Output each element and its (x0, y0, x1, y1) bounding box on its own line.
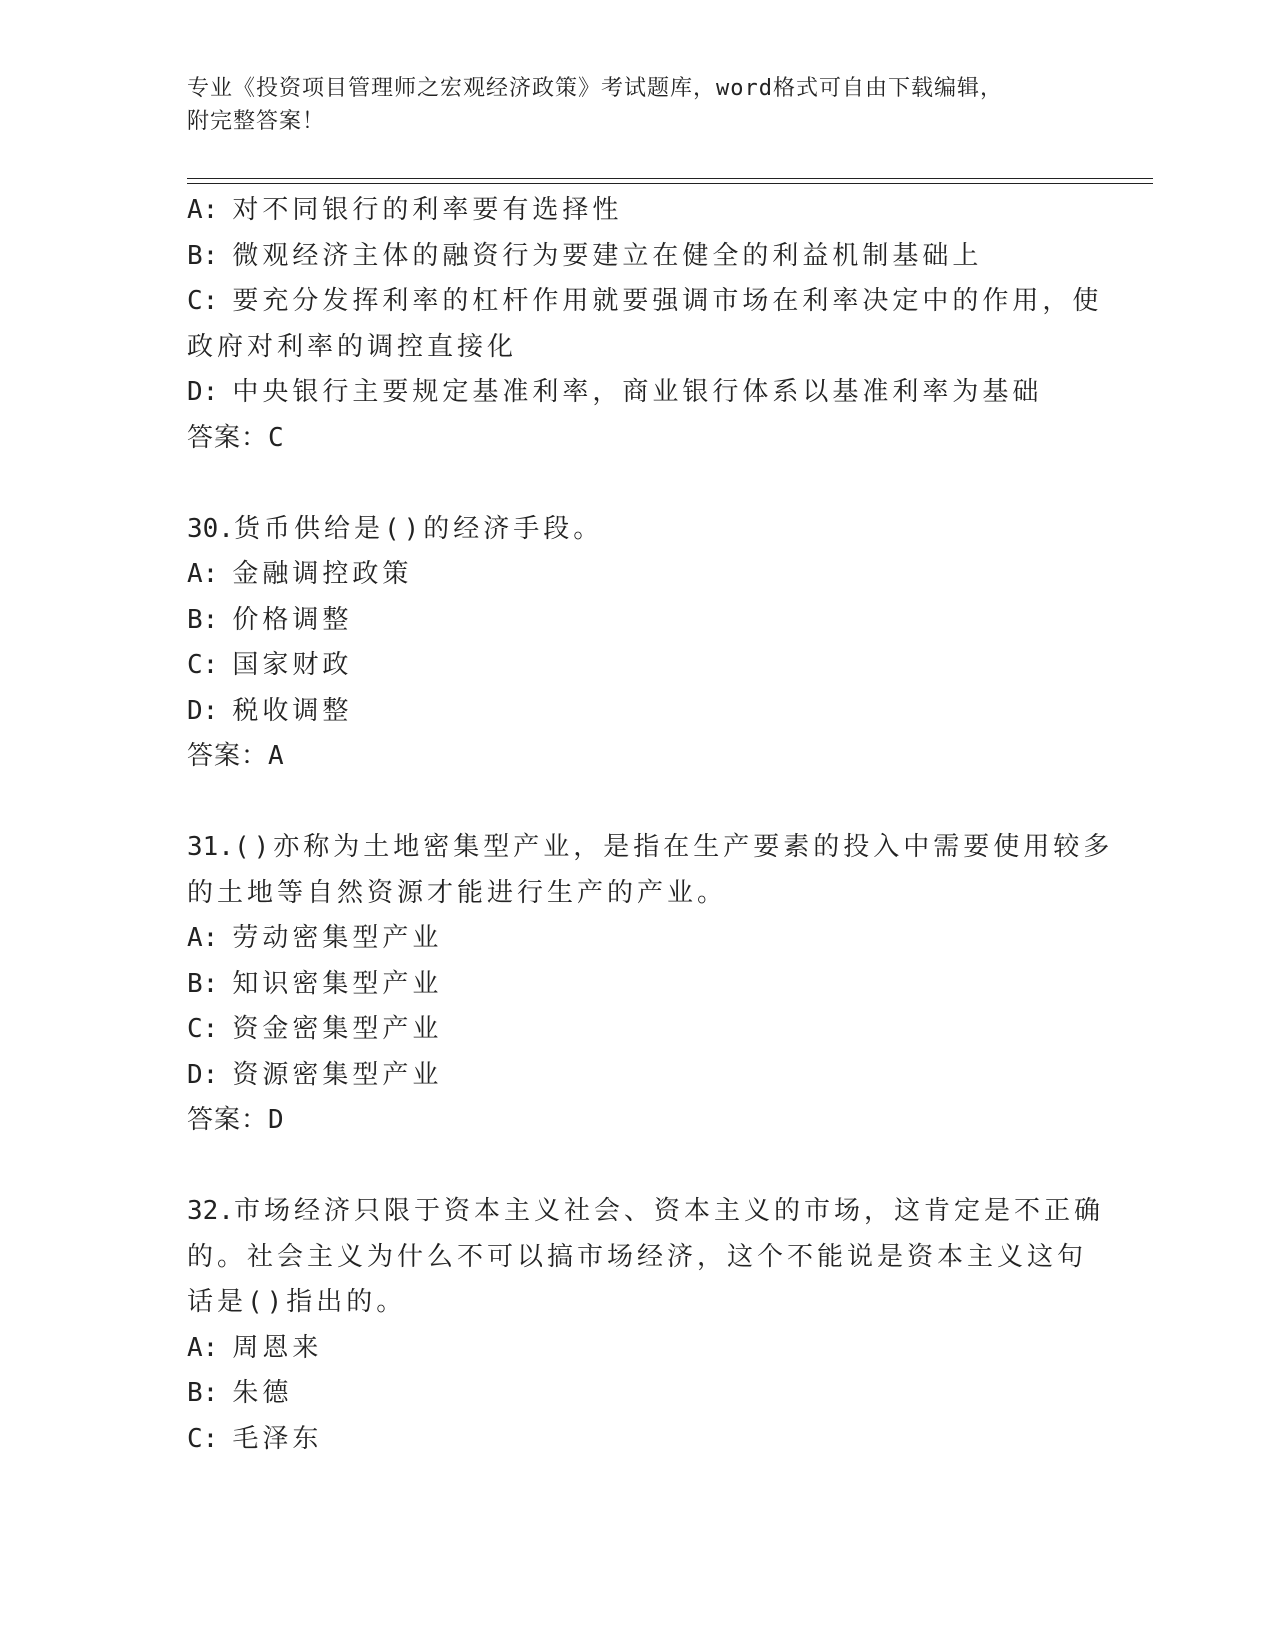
option-a: A: 金融调控政策 (187, 559, 413, 589)
option-d: D: 税收调整 (187, 695, 353, 726)
question-stem-continued: 的土地等自然资源才能进行生产的产业。 (187, 877, 728, 908)
header-divider-top (187, 178, 1153, 179)
header-divider-bottom (187, 183, 1153, 184)
option-c: C: 资金密集型产业 (187, 1014, 443, 1044)
header-line-1: 专业《投资项目管理师之宏观经济政策》考试题库，word格式可自由下载编辑， (187, 76, 1003, 101)
document-header (187, 72, 1087, 138)
option-d: D: 中央银行主要规定基准利率，商业银行体系以基准利率为基础 (187, 377, 1043, 407)
question-stem: 31.()亦称为土地密集型产业，是指在生产要素的投入中需要使用较多 (187, 832, 1114, 862)
option-d: D: 资源密集型产业 (187, 1059, 443, 1090)
question-29-continued (187, 188, 1103, 461)
option-c-continued: 政府对利率的调控直接化 (187, 331, 518, 362)
option-c: C: 国家财政 (187, 650, 353, 680)
spacer (187, 780, 1087, 826)
question-stem: 32.市场经济只限于资本主义社会、资本主义的市场，这肯定是不正确 (187, 1196, 1104, 1226)
question-stem-continued: 的。社会主义为什么不可以搞市场经济，这个不能说是资本主义这句 (187, 1241, 1088, 1272)
option-c: C: 毛泽东 (187, 1423, 323, 1454)
spacer (187, 461, 1087, 507)
spacer (187, 1144, 1087, 1190)
question-32 (187, 1189, 1104, 1462)
answer-line: 答案：A (187, 741, 285, 771)
option-a: A: 劳动密集型产业 (187, 923, 443, 953)
header-line-2: 附完整答案！ (187, 109, 326, 134)
option-b: B: 价格调整 (187, 604, 353, 635)
question-list (187, 188, 1114, 1462)
question-30 (187, 507, 1087, 780)
option-b: B: 微观经济主体的融资行为要建立在健全的利益机制基础上 (187, 240, 983, 271)
option-b: B: 朱德 (187, 1378, 293, 1408)
option-a: A: 周恩来 (187, 1332, 323, 1363)
answer-line: 答案：D (187, 1105, 285, 1135)
option-a: A: 对不同银行的利率要有选择性 (187, 195, 623, 225)
question-stem-continued: 话是()指出的。 (187, 1287, 407, 1317)
question-stem: 30.货币供给是()的经济手段。 (187, 513, 604, 544)
answer-line: 答案：C (187, 422, 285, 453)
question-31 (187, 825, 1114, 1144)
option-b: B: 知识密集型产业 (187, 968, 443, 999)
option-c: C: 要充分发挥利率的杠杆作用就要强调市场在利率决定中的作用，使 (187, 286, 1103, 316)
